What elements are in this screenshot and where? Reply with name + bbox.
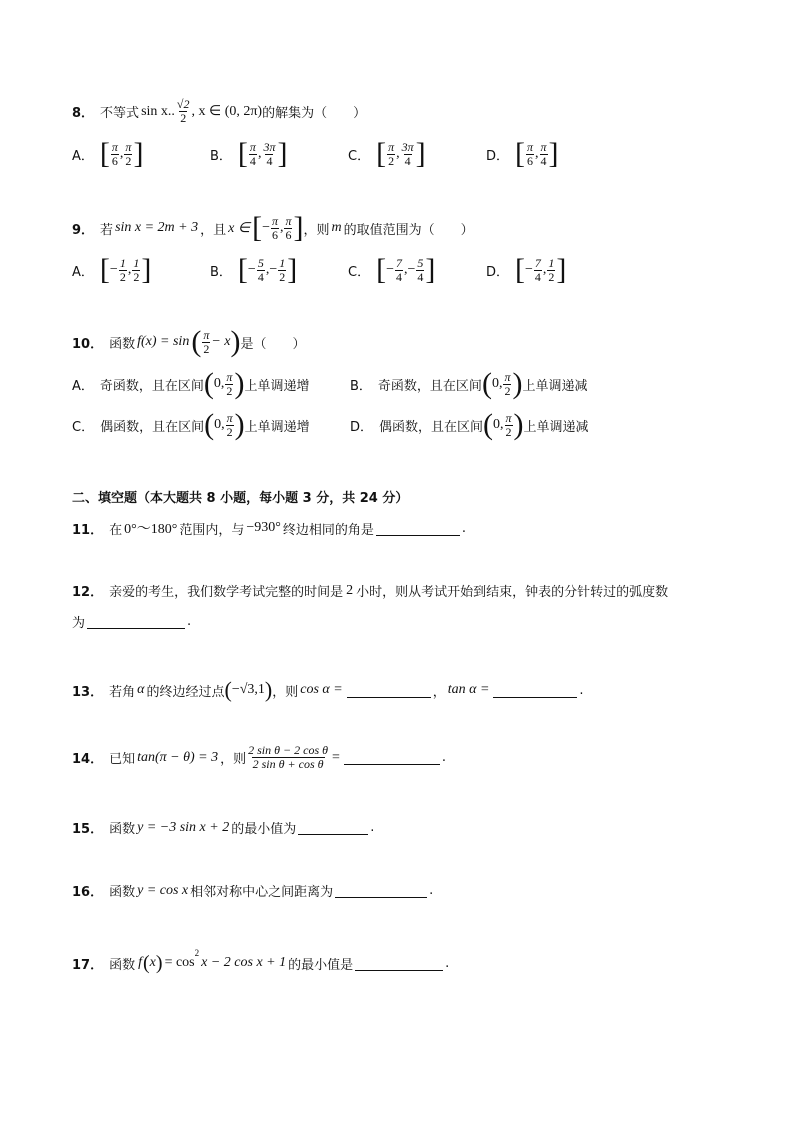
question-14: 14． 已知 tan(π − θ) = 3 ，则 $\frac{\text{2 sin θ − 2 cos θ}}{\text{2 sin θ + cos θ}}$ = . — [72, 743, 447, 771]
option-9c[interactable]: C． [ − $\frac{7}{4}$ , − $\frac{5}{4}$ ] — [348, 253, 436, 286]
answer-blank[interactable] — [344, 750, 440, 765]
fraction: $\frac{√2}{2}$ — [176, 97, 190, 125]
answer-blank-cos[interactable] — [347, 683, 431, 698]
option-8c[interactable]: C． [ $\frac{\pi}{2}$ , $\frac{3\pi}{4}$ ] — [348, 137, 426, 170]
question-9: 9． 若 sin x = 2m + 3 ，且 x ∈ [ − $\frac{\pi}{6}$ , $\frac{\pi}{6}$ ] ，则 m 的取值范围为（ ） — [72, 211, 474, 244]
option-10b[interactable]: B． 奇函数，且在区间 ( 0, $\frac{\pi}{2}$ ) 上单调递减 — [350, 367, 588, 400]
question-12: 12． 亲爱的考生，我们数学考试完整的时间是 2 小时，则从考试开始到结束，钟表的分针转过的弧度数 — [72, 582, 669, 600]
answer-blank[interactable] — [87, 614, 185, 629]
option-9a[interactable]: A． [ − $\frac{1}{2}$ , $\frac{1}{2}$ ] — [72, 253, 152, 286]
answer-blank[interactable] — [335, 883, 427, 898]
question-10: 10． 函数 f(x) = sin ( $\frac{\pi}{2}$ − x ) 是（ ） — [72, 325, 306, 358]
question-12-line2: 为 . — [72, 614, 192, 631]
option-9d[interactable]: D． [ − $\frac{7}{4}$ , $\frac{1}{2}$ ] — [486, 253, 567, 286]
answer-blank[interactable] — [355, 956, 443, 971]
option-8d[interactable]: D． [ $\frac{\pi}{6}$ , $\frac{\pi}{4}$ ] — [486, 137, 559, 170]
question-8: 8． 不等式 sin x .. $\frac{√2}{2}$ , x ∈ (0, 2π) 的解集为（ ） — [72, 97, 367, 125]
answer-blank[interactable] — [376, 521, 460, 536]
section-heading: 二、填空题（本大题共 8 小题，每小题 3 分，共 24 分） — [72, 491, 409, 506]
question-16: 16． 函数 y = cos x 相邻对称中心之间距离为 . — [72, 882, 434, 900]
question-11: 11． 在 0°～180° 范围内，与 −930° 终边相同的角是 . — [72, 520, 466, 538]
option-10d[interactable]: D． 偶函数，且在区间 ( 0, $\frac{\pi}{2}$ ) 上单调递减 — [350, 408, 589, 441]
answer-blank[interactable] — [298, 820, 368, 835]
question-number: 8． — [72, 106, 95, 121]
option-10a[interactable]: A． 奇函数，且在区间 ( 0, $\frac{\pi}{2}$ ) 上单调递增 — [72, 367, 310, 400]
option-9b[interactable]: B． [ − $\frac{5}{4}$ , − $\frac{1}{2}$ ] — [210, 253, 298, 286]
question-13: 13． 若角 α 的终边经过点 ( −√3,1 ) ，则 cos α = ， tan α = . — [72, 677, 584, 702]
question-15: 15． 函数 y = −3 sin x + 2 的最小值为 . — [72, 819, 375, 837]
option-10c[interactable]: C． 偶函数，且在区间 ( 0, $\frac{\pi}{2}$ ) 上单调递增 — [72, 408, 310, 441]
option-8a[interactable]: A． [ $\frac{\pi}{6}$ , $\frac{\pi}{2}$ ] — [72, 137, 144, 170]
option-8b[interactable]: B． [ $\frac{\pi}{4}$ , $\frac{3\pi}{4}$ ] — [210, 137, 288, 170]
question-17: 17． 函数 f ( x ) = cos $^2$ x − 2 cos x + 1 的最小值是 . — [72, 948, 450, 974]
answer-blank-tan[interactable] — [493, 683, 577, 698]
